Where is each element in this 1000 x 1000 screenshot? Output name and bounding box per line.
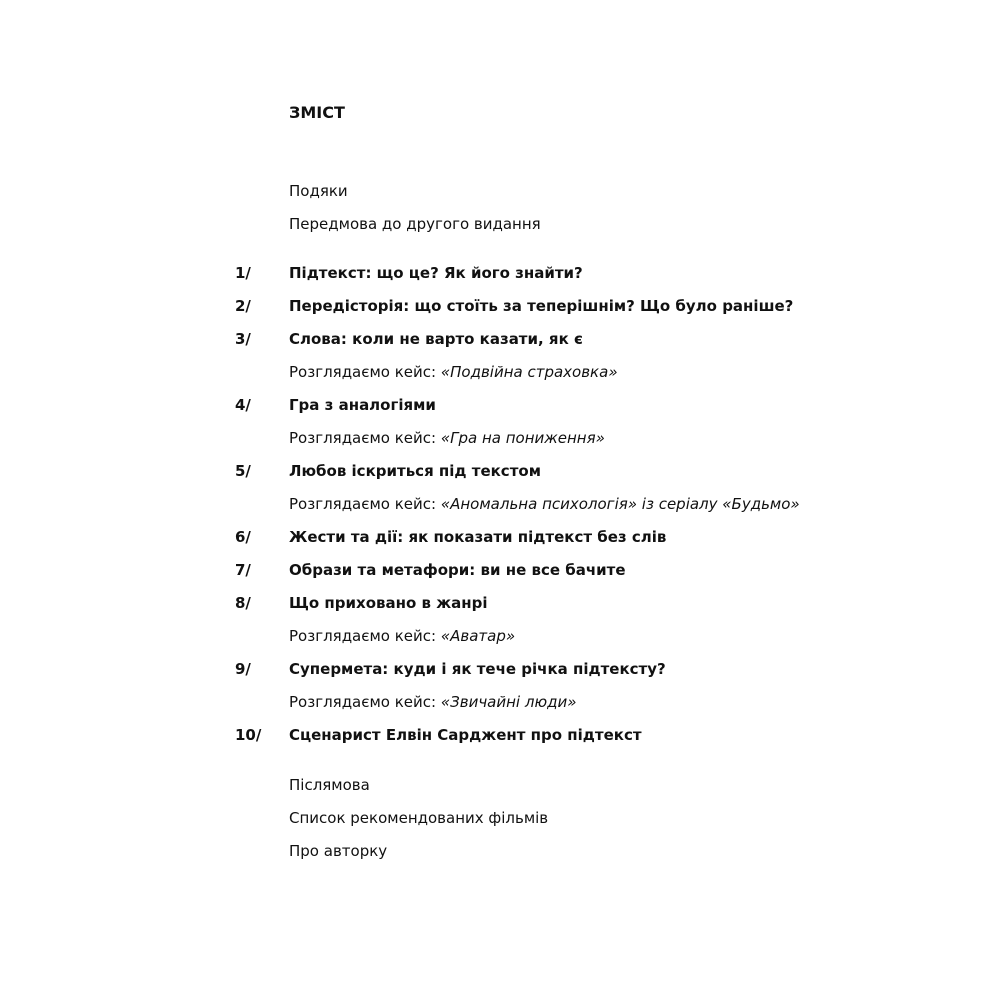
chapter-title: Підтекст: що це? Як його знайти? (289, 264, 583, 282)
toc-entry-title: Подяки (289, 182, 348, 200)
case-prefix: Розглядаємо кейс: (289, 627, 441, 645)
case-title: «Подвійна страховка» (440, 363, 618, 381)
case-title: «Аватар» (440, 627, 516, 645)
case-prefix: Розглядаємо кейс: (289, 429, 441, 447)
toc-entry-title: Про авторку (289, 842, 388, 860)
chapter-number: 4/ (235, 396, 251, 414)
chapter-number: 1/ (235, 264, 251, 282)
chapter-title: Передісторія: що стоїть за теперішнім? Що було раніше? (289, 297, 794, 315)
chapter-title: Гра з аналогіями (289, 396, 436, 414)
toc-entry-title: Список рекомендованих фільмів (289, 809, 549, 827)
page-title: ЗМІСТ (289, 103, 345, 122)
chapter-number: 6/ (235, 528, 251, 546)
chapter-title: Що приховано в жанрі (289, 594, 488, 612)
chapter-title: Жести та дії: як показати підтекст без слів (289, 528, 667, 546)
chapter-title: Слова: коли не варто казати, як є (289, 330, 583, 348)
chapter-title: Сценарист Елвін Сарджент про підтекст (289, 726, 642, 744)
case-title: «Гра на пониження» (440, 429, 605, 447)
chapter-number: 3/ (235, 330, 251, 348)
chapter-number: 10/ (235, 726, 262, 744)
chapter-number: 2/ (235, 297, 251, 315)
chapter-number: 9/ (235, 660, 251, 678)
case-prefix: Розглядаємо кейс: (289, 363, 441, 381)
case-title: «Звичайні люди» (440, 693, 577, 711)
case-prefix: Розглядаємо кейс: (289, 693, 441, 711)
chapter-title: Образи та метафори: ви не все бачите (289, 561, 626, 579)
toc-entry-title: Передмова до другого видання (289, 215, 541, 233)
chapter-number: 5/ (235, 462, 251, 480)
toc-entry-title: Післямова (289, 776, 370, 794)
case-prefix: Розглядаємо кейс: (289, 495, 441, 513)
chapter-number: 7/ (235, 561, 251, 579)
case-title: «Аномальна психологія» із серіалу «Будьмо» (440, 495, 800, 513)
chapter-title: Любов іскриться під текстом (289, 462, 541, 480)
chapter-number: 8/ (235, 594, 251, 612)
chapter-title: Супермета: куди і як тече річка підтексту? (289, 660, 666, 678)
